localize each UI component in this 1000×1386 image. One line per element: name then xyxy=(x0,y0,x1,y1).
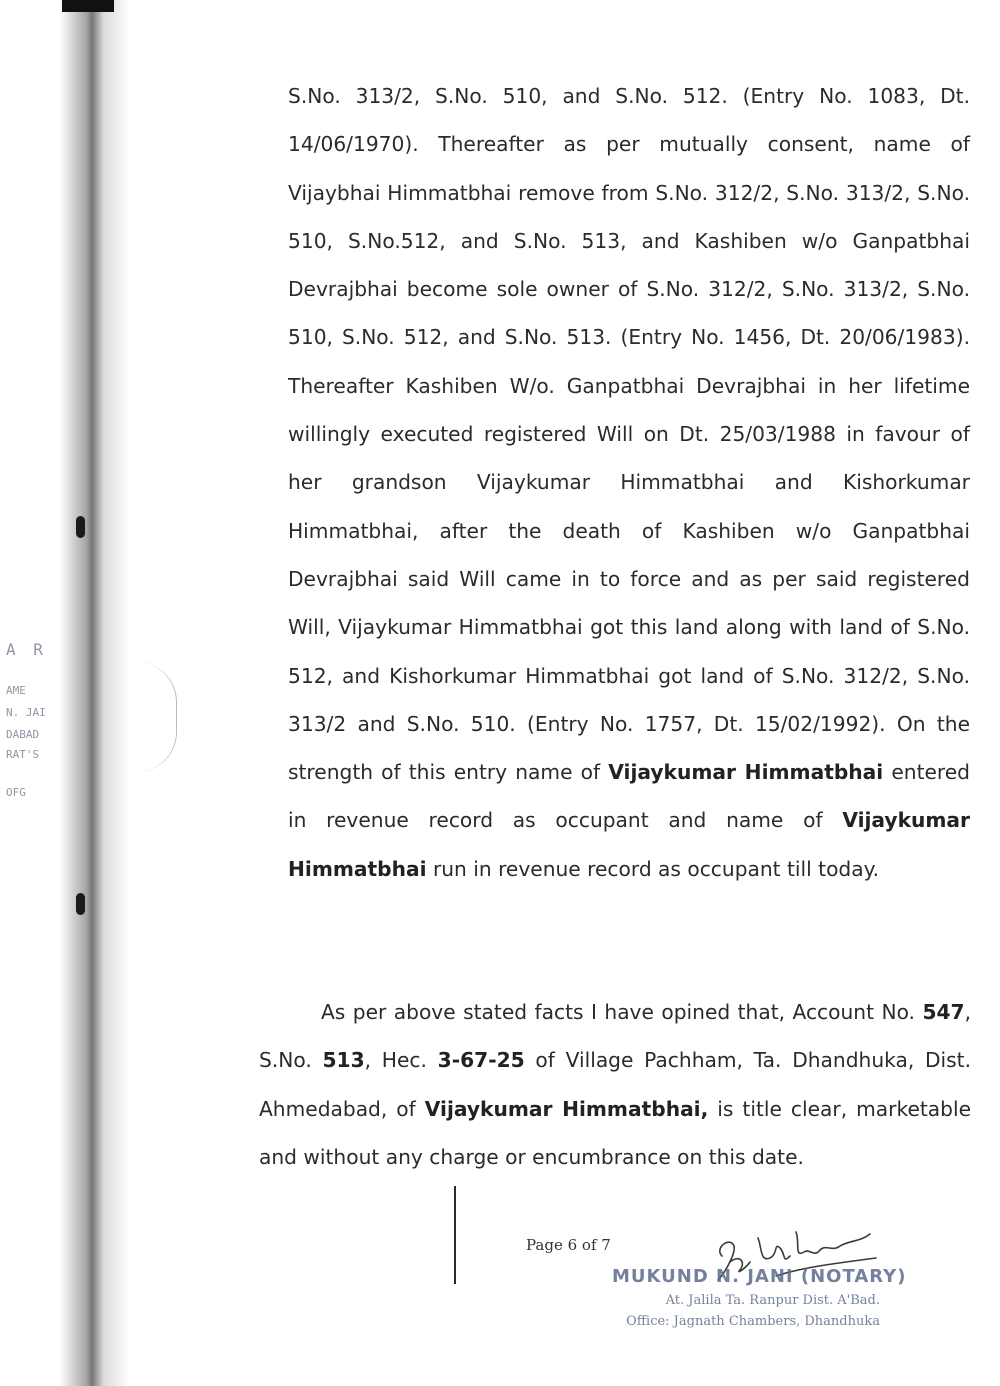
edge-stamp-line: A R xyxy=(6,640,47,659)
edge-stamp-fragment xyxy=(0,640,64,810)
notary-name: MUKUND N. JANI (NOTARY) xyxy=(612,1266,907,1287)
bold-text-run: 547 xyxy=(922,1000,965,1024)
text-run: S.No. 313/2, S.No. 510, and S.No. 512. (Entry No. 1083, Dt. 14/06/1970). Thereafter as per mutually consent, name of Vijaybhai Himmatbhai remove from S.No. 312/2, S.No. 313/2, S.No. 510, S.No.512, and S.No. 513, and Kashiben w/o Ganpatbhai Devrajbhai become sole owner of S.No. 312/2, S.No. 313/2, S.No. 510, S.No. 512, and S.No. 513. (Entry No. 1456, Dt. 20/06/1983). Thereafter Kashiben W/o. Ganpatbhai Devrajbhai in her lifetime willingly executed registered Will on Dt. 25/03/1988 in favour of her grandson Vijaykumar Himmatbhai and Kishorkumar Himmatbhai, after the death of Kashiben w/o Ganpatbhai Devrajbhai said Will came in to force and as per said registered Will, Vijaykumar Himmatbhai got this land along with land of S.No. 512, and Kishorkumar Himmatbhai got land of S.No. 312/2, S.No. 313/2 and S.No. 510. (Entry No. 1757, Dt. 15/02/1992). On the strength of this entry name of xyxy=(288,84,970,785)
notary-address: At. Jalila Ta. Ranpur Dist. A'Bad. xyxy=(665,1293,880,1308)
edge-stamp-line: DABAD xyxy=(6,728,40,741)
text-run: entered in revenue record as occupant and name of xyxy=(288,760,970,833)
punch-hole xyxy=(76,893,85,915)
text-run: is title clear, marketable and without any charge or encumbrance on this date. xyxy=(259,1096,971,1169)
text-run: , Hec. xyxy=(364,1048,438,1073)
notary-office: Office: Jagnath Chambers, Dhandhuka xyxy=(626,1314,880,1329)
margin-line xyxy=(454,1186,456,1284)
text-run: , S.No. xyxy=(259,1000,971,1073)
punch-hole xyxy=(76,516,85,538)
text-run: of Village Pachham, Ta. Dhandhuka, Dist. Ahmedabad, of xyxy=(259,1048,971,1121)
edge-stamp-line: AME xyxy=(6,684,26,697)
edge-stamp-line: N. JAI xyxy=(6,706,46,719)
edge-stamp-line: OFG xyxy=(6,786,26,799)
text-run: run in revenue record as occupant till today. xyxy=(426,856,880,881)
page-number: Page 6 of 7 xyxy=(526,1236,611,1254)
edge-stamp-line: RAT'S xyxy=(6,748,40,761)
bold-text-run: Vijaykumar Himmatbhai xyxy=(608,760,884,785)
binding-edge xyxy=(62,0,114,12)
stamp-arc xyxy=(136,662,177,772)
body-paragraph-continued xyxy=(288,72,970,893)
bold-text-run: 513 xyxy=(322,1048,365,1073)
bold-text-run: Vijaykumar Himmatbhai xyxy=(288,808,970,881)
bold-text-run: 3-67-25 xyxy=(437,1048,525,1073)
notary-stamp xyxy=(612,1266,907,1329)
body-paragraph-opinion xyxy=(259,988,971,1181)
binding-shadow xyxy=(60,0,130,1386)
bold-text-run: Vijaykumar Himmatbhai, xyxy=(424,1096,709,1121)
text-run: As per above stated facts I have opined that, Account No. xyxy=(321,1000,923,1024)
